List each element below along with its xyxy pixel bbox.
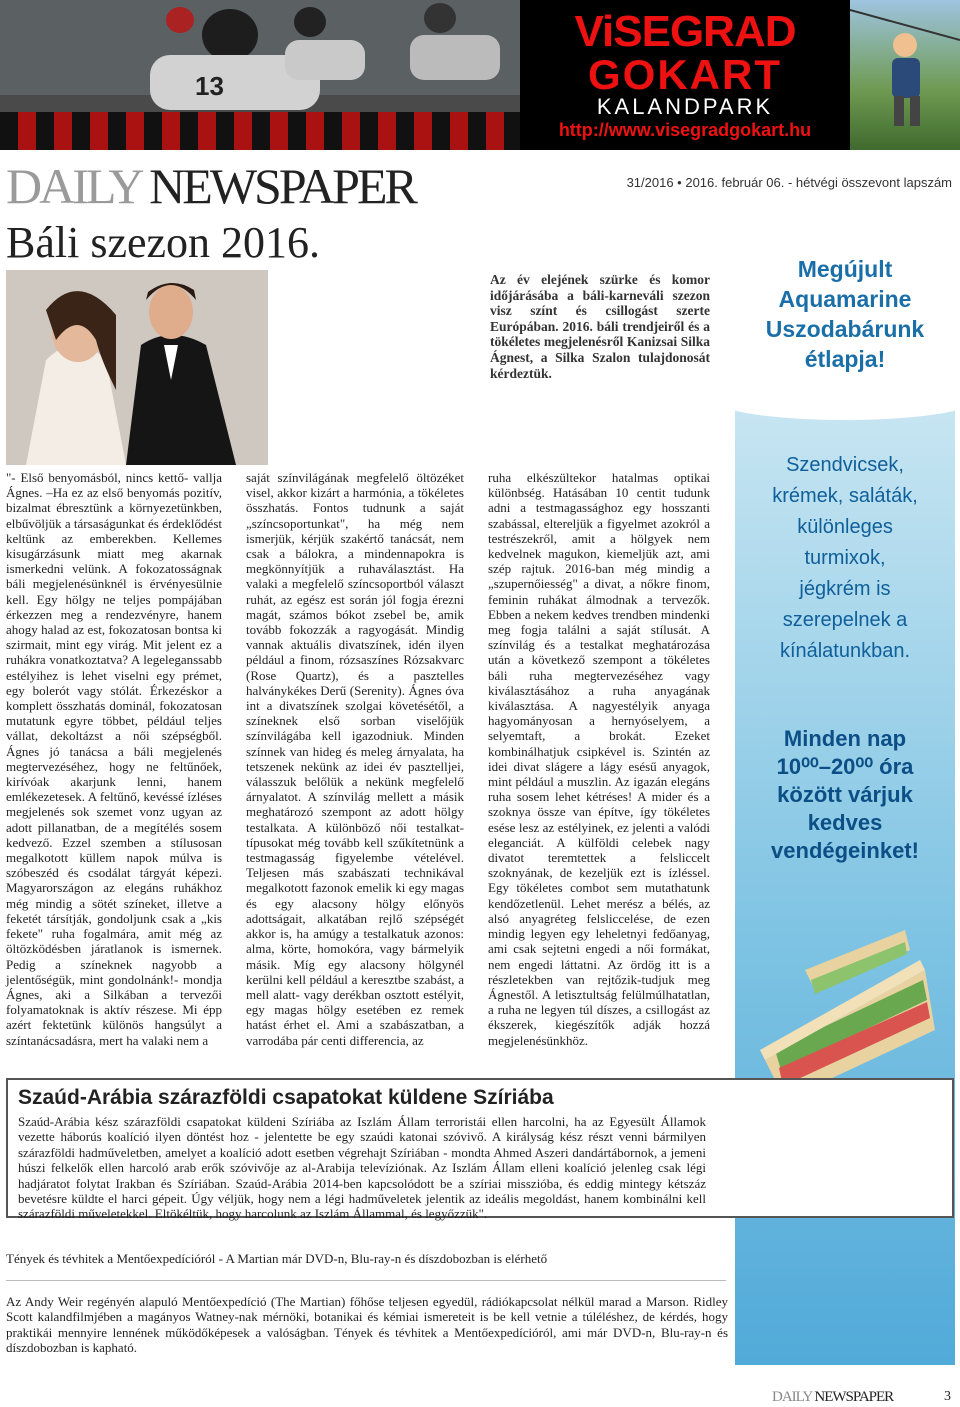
ad-hours-line: között várjuk — [777, 782, 913, 807]
footer-newspaper: NEWSPAPER — [814, 1389, 894, 1405]
ad-offer-line: kínálatunkban. — [779, 640, 911, 662]
ad-offer-line: Szendvicsek, — [786, 454, 904, 476]
couple-photo — [6, 270, 268, 465]
ad-offer-line: jégkrém is — [799, 578, 891, 600]
footer-daily: DAILY — [772, 1389, 812, 1405]
ad-headline — [735, 254, 955, 374]
logo-brand: ViSEGRAD — [574, 7, 796, 56]
masthead-newspaper: NEWSPAPER — [149, 158, 415, 214]
masthead — [6, 158, 415, 214]
news-box — [6, 1078, 954, 1222]
logo-main: GOKART — [588, 51, 782, 98]
article-title: Báli szezon 2016. — [6, 218, 321, 267]
footer-masthead — [772, 1389, 893, 1406]
ad-offer-line: turmixok, — [804, 547, 886, 569]
ad-wave — [735, 380, 955, 420]
ad-hours-line: vendégeinket! — [771, 838, 919, 863]
zipline-photo — [850, 0, 960, 150]
masthead-daily: DAILY — [6, 158, 140, 214]
gokart-photo — [0, 0, 520, 150]
kart-number: 13 — [195, 71, 224, 101]
ad-headline-line: Aquamarine — [778, 286, 912, 312]
news-box-title: Szaúd-Arábia szárazföldi csapatokat küldene Szíriába — [18, 1086, 554, 1109]
article-column-2: saját színvilágának megfelelő öltözéket visel, akkor kizárt a harmónia, a tökéletes összhatás. Fontos tudnunk a saját „színcsoportunkat", ha még nem ismerjük, kérjük szakértő tanácsát, nem csak a bálokra, a mindennapokra is megkönnyítjük a ruhaválasztást. Ha valaki a megfelelő színcsoportból választ ruhát, az egész est során jól fogja érezni magát, számos bókot zsebel be, amik tovább fokozzák a ragyogását. Mindig vannak aktuális divatszínek, idén ilyen például a finom, rózsaszínes Rózsakvarc (Rose Quartz), és a pasztelles halványkékes Derű (Serenity). Ágnes óva int a divatszínek szolgai követésétől, a színeknek első sorban viselőjük színvilágába kell igazodniuk. Minden színnek van hideg és meleg árnyalata, ha tetszenek nekünk az idei év pasztelljei, válasszuk belőlük a nekünk megfelelő árnyalatot. A színvilág mellett a másik meghatározó szempont az adott hölgy testalkata. A különböző női testalkat-típusokat még tovább kell szűkítetnünk a testmagasság figyelembe vételével. Teljesen más szabászati technikával megalkotott fazonok emelik ki egy magas és egy alacsony hölgy előnyös adottságait, alkatában rejlő szépségét akkor is, ha amúgy a testalkatuk azonos: alma, körte, homokóra, vagy bármelyik másik. Míg egy alacsony hölgynél kerülni kell például a keresztbe szabást, a mell alatt- vagy derékban osztott estélyit, egy magas hölgy esetében ez remek hatást érhet el. Ami a szabászatban, a varrodába pár centi differencia, az — [246, 470, 464, 1048]
ad-hours-line: 10⁰⁰–20⁰⁰ óra — [776, 754, 914, 779]
martian-article: Az Andy Weir regényén alapuló Mentőexpedíció (The Martian) főhőse teljesen egyedül, rádiókapcsolat nélkül marad a Marson. Ridley Scott kalandfilmjében a magányos Watney-nak mérnöki, botanikai és kémiai ismereteit is be kell vetnie a túléléshez, de kérdés, hogy praktikái mennyire lennének működőképesek a valóságban. Tények és tévhitek a Mentőexpedícióról, ami már DVD-n, Blu-ray-n és díszdobozban is kapható. — [6, 1294, 728, 1356]
ad-offer-line: különleges — [797, 516, 893, 538]
ad-hours-line: kedves — [807, 810, 883, 835]
ad-hours-line: Minden nap — [783, 726, 907, 751]
page-number: 3 — [944, 1389, 951, 1404]
ad-offer-line: szerepelnek a — [782, 609, 908, 631]
logo-sub: KALANDPARK — [596, 94, 774, 119]
article-lead: Az év elejének szürke és komor időjárásába a báli-karneváli szezon visz színt és csillogást szerte Európában. 2016. báli trendjeiről és a tökéletes megjelenésről Kanizsai Silka Ágnest, a Silka Szalon tulajdonosát kérdeztük. — [490, 272, 710, 381]
news-box-text: Szaúd-Arábia kész szárazföldi csapatokat küldeni Szíriába az Iszlám Állam terroristái ellen harcolni, ha az Egyesült Államok vezette háborús koalíció ilyen döntést hoz - jelentette be egy szaúdi katonai szóvivő. A királyság kész részt venni bármilyen szárazföldi hadműveletben, amelyet a koalíció adott esetben végrehajt Szíriában - mondta Ahmed Aszeri dandártábornok, a jemeni húszi felkelők ellen harcoló arab erők szóvivője az al-Arabija televíziónak. Az Iszlám Állam elleni koalíció jelenleg csak légi hadjáratot folytat Irakban és Szíriában. Szaúd-Arábia 2014-ben kapcsolódott be a szíriai misszióba, és eddig mintegy kétszáz bevetésre küldte el harci gépeit. Úgy véljük, hogy nem a légi hadműveletek jelentik az ideális megoldást, hanem kombinálni kell szárazföldi műveletekkel. Eltökéltük, hogy harcolunk az Iszlám Állammal, és legyőzzük". — [18, 1114, 706, 1222]
ad-headline-line: Megújult — [797, 256, 893, 282]
divider — [6, 1280, 726, 1281]
logo-url[interactable]: http://www.visegradgokart.hu — [558, 120, 812, 140]
ad-headline-line: Uszodabárunk — [765, 316, 925, 342]
ad-hours — [735, 725, 955, 865]
gokart-banner-ad[interactable] — [0, 0, 960, 150]
ad-headline-line: étlapja! — [804, 346, 886, 372]
article-column-1: "- Első benyomásból, nincs kettő- vallja Ágnes. –Ha ez az első benyomás pozitív, bizalmat ébresztünk a környezetünkben, elbűvöljük a társaságunkat és érdeklődést keltünk az emberekben. Kellemes kisugárzásunk miatt meg akarnak ismerkedni velünk. A fokozatosságnak báli megjelenésünknél is érvényesülnie kell. Egy hölgy ne teljes pompájában érkezzen meg a rendezvényre, hanem ahogy halad az est, fokozatosan bontsa ki szirmait, mint egy virág. Mit jelent ez a ruhákra vonatkoztatva? A legeleganssabb estélyihez is lehet viselni egy prémet, egy bolerót vagy stólát. Érkezéskor a komplett összhatás dominál, fokozatosan mutatunk egyre többet, például teljes vállat, dekoltázst a női szépségből. Ágnes jó tanácsa a báli megjelenés megtervezéséhez, hogy ne feltűnőek, kirívóak akarjunk lenni, hanem emlékezetesek. A feltűnő, kevéssé ízléses megjelenés sok szemet vonz ugyan az adott pillanatban, de a megítélés sosem kedvező. Ezzel szemben a stílusosan megalkotott küllem napok múlva is szóbeszéd és csodálat tárgyát képezi. Magyarországon az elegáns ruhákhoz még mindig a sötét színeket, illetve a feketét társítják, gondoljunk csak a „kis fekete" ruha fogalmára, amit még az öltözködésben járatlanok is ismernek. Pedig a színeknek nagyobb a jelentőségük, mint gondolnánk!- mondja Ágnes, aki a Silkában a tervezői folyamatoknak is aktív részese. Mi épp azért fektetünk különös hangsúlyt a színtanácsadásra, mert ha valaki nem a — [6, 470, 222, 1048]
ad-offer-line: krémek, saláták, — [772, 485, 918, 507]
issue-line: 31/2016 • 2016. február 06. - hétvégi összevont lapszám — [626, 175, 952, 190]
visegrad-gokart-logo — [520, 0, 850, 150]
article-column-3: ruha elkészültekor hatalmas optikai különbség. Hatásában 10 centit tudunk adni a testmagassághoz egy hosszanti szabással, eltereljük a figyelmet azokról a testrészekről, amit a hölgyek nem kedvelnek magukon, kiemeljük azt, ami szép rajtuk. 2016-ban még mindig a „szupernőiesség" a divat, a nőkre finom, feminin ruhákat álmodnak a tervezők. Ebben a nekem kedves trendben mindenki meg fogja találni a saját stílusát. A színvilág és a testalkat meghatározása után a következő szempont a tökéletes báli ruha megtervezéséhez vagy kiválasztásához a ruha anyagának kiválasztása. A nagyestélyik anyaga hagyományosan a hernyóselyem, a selyemtaft, a brokát. Ezeket kombinálhatjuk csipkével is. Szintén az idei divat slágere a lágy esésű anyagok, mint például a muszlin. Az igazán elegáns ruha sosem lehet kétréses! A mider és a szoknya össze van építve, így tökéletes esése lesz az estélyinek, ez jelenti a valódi eleganciát. A külföldi celebek nagy divatot teremtettek a felsliccelt szoknyának, de kezeljük ezt is ízléssel. Egy tökéletes combot sem mutathatunk kendőzetlenül. Lehet merész a bélés, az alsó anyagréteg felsliccelése, de ezen mindig legyen egy leheletnyi fedőanyag, ami csak sejtetni engedi a női formákat, nem engedi láttatni. Az ördög itt is a részletekben van rejtőzik-tudjuk meg Ágnestől. A letisztultság felülmúlhatatlan, a ruha ne legyen túl díszes, a csillogást az ékszerek, kiegészítők adják hozzá megjelenésünkhöz. — [488, 470, 710, 1048]
ad-offer — [735, 450, 955, 667]
teaser-headline: Tények és tévhitek a Mentőexpedícióról - A Martian már DVD-n, Blu-ray-n és díszdobozban is elérhető — [6, 1251, 548, 1266]
